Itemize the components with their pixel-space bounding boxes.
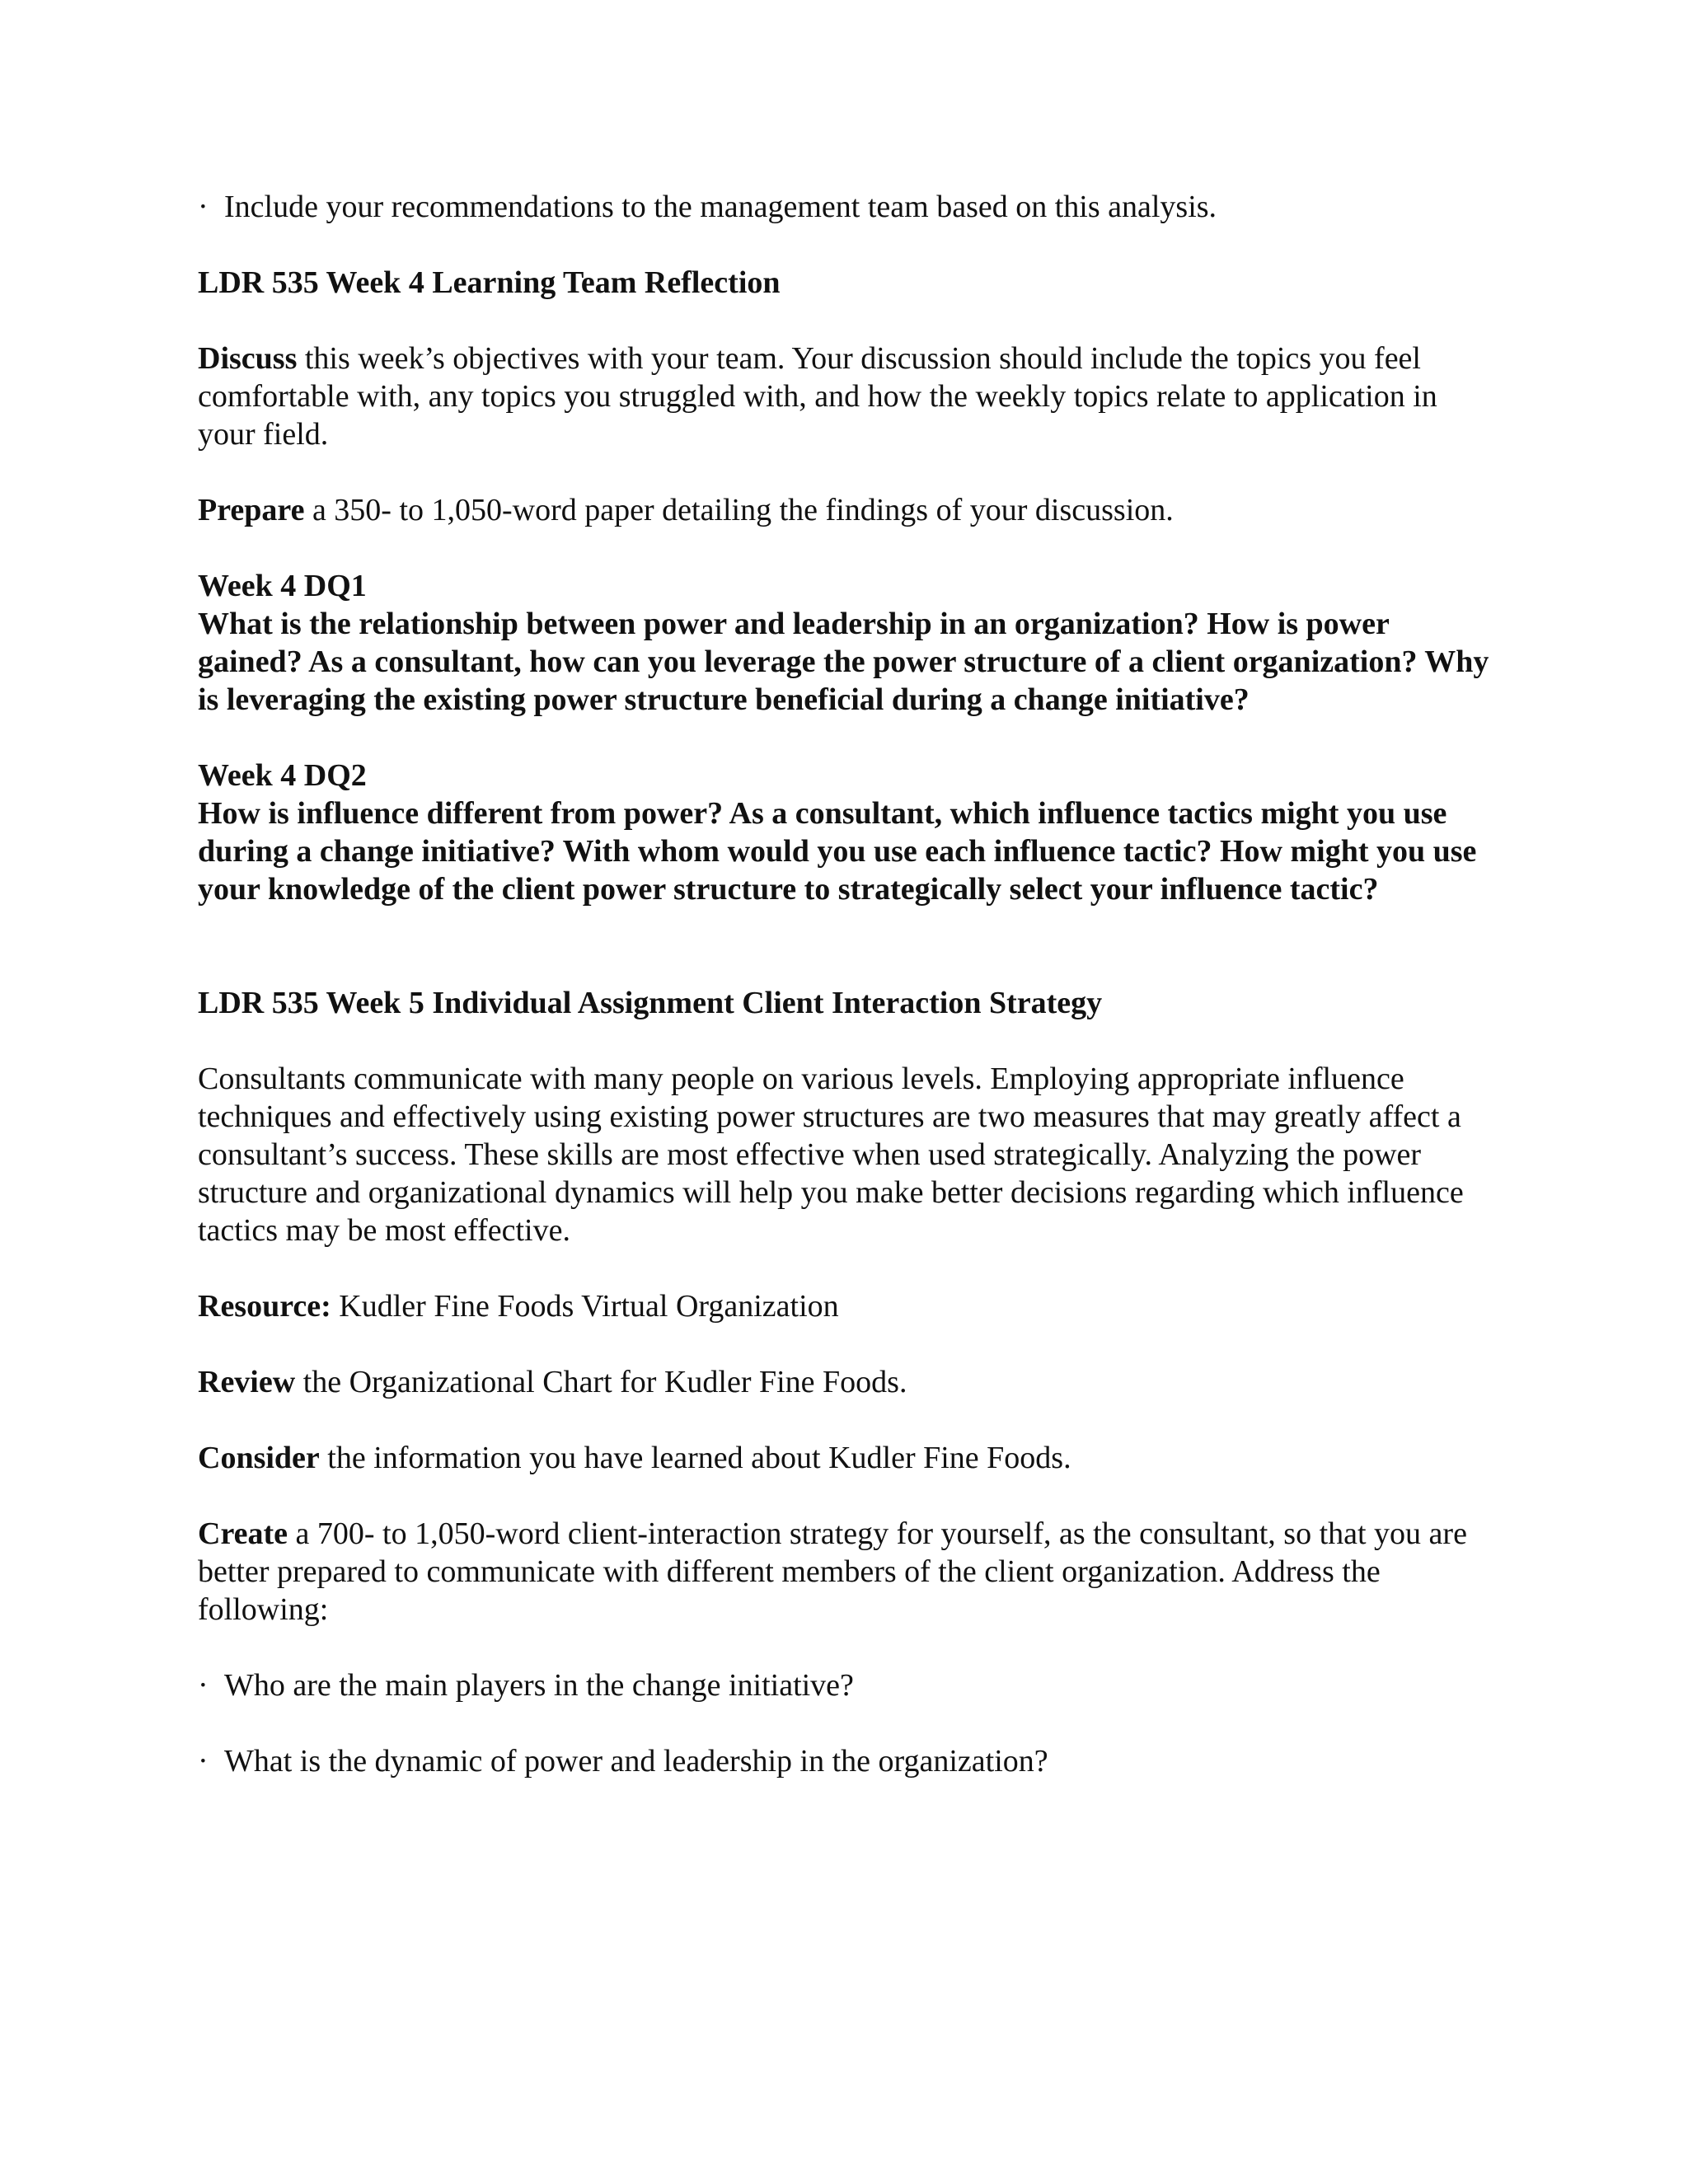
document-body (198, 188, 1500, 1818)
paragraph-consultants: Consultants communicate with many people on various levels. Employing appropriate influence techniques and effectively using existing power structures are two measures that may greatly affect a consultant’s success. These skills are most effective when used strategically. Analyzing the power structure and organizational dynamics will help you make better decisions regarding which influence tactics may be most effective. (198, 1062, 1464, 1248)
paragraph-review (198, 1363, 1500, 1401)
section-heading-week5-assignment: LDR 535 Week 5 Individual Assignment Client Interaction Strategy (198, 986, 1103, 1020)
bullet-dot: · (198, 1668, 209, 1703)
paragraph-text: a 350- to 1,050-word paper detailing the findings of your discussion. (304, 493, 1174, 527)
paragraph-text: the Organizational Chart for Kudler Fine Foods. (295, 1365, 907, 1399)
paragraph-consider (198, 1439, 1500, 1477)
section-heading-week4-reflection: LDR 535 Week 4 Learning Team Reflection (198, 265, 781, 300)
discussion-question-2 (198, 757, 1500, 908)
dq1-text: What is the relationship between power and leadership in an organization? How is power gained? As a consultant, how can you leverage the power structure of a client organization? Why is leveraging the existing power structure beneficial during a change initiative? (198, 607, 1489, 717)
bullet-item-main-players (198, 1666, 1500, 1704)
bullet-dot: · (198, 1744, 209, 1779)
bullet-dot: · (198, 190, 209, 224)
lead-word: Consider (198, 1441, 320, 1475)
lead-word: Prepare (198, 493, 305, 527)
discussion-question-1 (198, 567, 1500, 719)
bullet-item-recommendations (198, 188, 1500, 226)
dq1-title: Week 4 DQ1 (198, 569, 367, 603)
paragraph-text: Kudler Fine Foods Virtual Organization (331, 1289, 839, 1324)
lead-word: Review (198, 1365, 296, 1399)
dq2-text: How is influence different from power? As a consultant, which influence tactics might you use during a change initiative? With whom would you use each influence tactic? How might you use your knowledge of the client power structure to strategically select your influence tactic? (198, 796, 1477, 907)
bullet-text: Include your recommendations to the management team based on this analysis. (224, 190, 1217, 224)
bullet-text: What is the dynamic of power and leadership in the organization? (224, 1744, 1048, 1779)
lead-word: Create (198, 1516, 288, 1551)
bullet-text: Who are the main players in the change initiative? (224, 1668, 854, 1703)
paragraph-discuss (198, 340, 1500, 453)
paragraph-prepare (198, 491, 1500, 529)
paragraph-text: this week’s objectives with your team. Your discussion should include the topics you feel comfortable with, any topics you struggled with, and how the weekly topics relate to application in your field. (198, 341, 1437, 452)
lead-word: Resource: (198, 1289, 331, 1324)
paragraph-resource (198, 1287, 1500, 1325)
paragraph-text: the information you have learned about Kudler Fine Foods. (319, 1441, 1071, 1475)
bullet-item-power-dynamic (198, 1742, 1500, 1780)
dq2-title: Week 4 DQ2 (198, 758, 367, 793)
paragraph-text: a 700- to 1,050-word client-interaction strategy for yourself, as the consultant, so that you are better prepared to communicate with different members of the client organization. Address the following: (198, 1516, 1467, 1627)
paragraph-create (198, 1515, 1500, 1629)
lead-word: Discuss (198, 341, 298, 376)
